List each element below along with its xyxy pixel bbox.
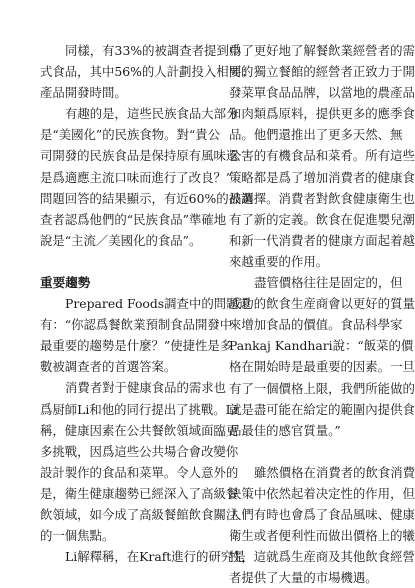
text-line: Prepared Foods調查中的問題還: [65, 296, 251, 312]
text-line: 者提供了大量的市場機遇。: [229, 570, 378, 586]
text-line: 有了新的定義。飲食在促進嬰兒潮: [229, 211, 415, 227]
text-line: 就是盡可能在給定的範圍內提供食: [229, 401, 415, 417]
text-line: Pankaj Kandhari說：“飯菜的價: [229, 338, 414, 354]
text-line: 消費者對于健康食品的需求也: [65, 380, 227, 396]
text-line: 設計製作的食品和菜單。令人意外的: [40, 464, 239, 480]
text-line: 司開發的民族食品是保持原有風味還: [40, 148, 239, 164]
text-line: 成功的飲食生産商會以更好的質量: [229, 296, 415, 312]
text-line: 要；獨立餐館的經營者正致力于開: [229, 64, 415, 80]
paragraph: [229, 272, 415, 441]
text-line: 策略都是爲了增加消費者的健康食: [229, 169, 415, 185]
text-line: Li解釋稱，在Kraft進行的研究是: [65, 549, 246, 565]
text-line: 格在開始時是最重要的因素。一旦: [229, 359, 415, 375]
paragraph: [40, 40, 254, 103]
paragraph: [40, 293, 251, 377]
spacer: [40, 251, 192, 272]
text-line: 有了一個價格上限，我們所能做的: [229, 380, 415, 396]
text-line: 來增加食品的價值。食品科學家: [229, 317, 403, 333]
text-line: 有趣的是，這些民族食品大部分: [65, 106, 239, 122]
paragraph: [40, 103, 254, 251]
text-line: 數被調查者的首選答案。: [40, 359, 177, 375]
text-line: 說是“主流／美國化的食品”。: [40, 232, 202, 248]
text-line: 問題回答的結果顯示，有近60%的被調: [40, 190, 254, 206]
text-line: 爲了更好地了解餐飲業經營者的需: [229, 43, 415, 58]
text-line: 同樣，有33%的被調查者提到中: [65, 43, 242, 58]
paragraph: [229, 40, 415, 272]
text-line: 品最佳的感官質量。”: [229, 422, 341, 438]
text-line: 的一個焦點。: [40, 528, 115, 544]
left-column: [40, 40, 254, 567]
right-column: [229, 40, 415, 588]
text-line: 雖然價格在消費者的飲食消費: [254, 464, 415, 480]
paragraph: [40, 377, 239, 546]
section-heading: 重要趨勢: [40, 274, 91, 290]
text-line: 來越重要的作用。: [229, 253, 329, 269]
text-line: 產品開發時間。: [40, 85, 127, 101]
text-line: 衛生或者便利性而做出價格上的犧: [229, 528, 415, 544]
text-line: 稱，健康因素在公共餐飲領域面臨更: [40, 422, 239, 438]
text-line: 飲領域，如今成了高級餐館飲食關注: [40, 506, 239, 522]
text-line: 和肉類爲原料，提供更多的應季食: [229, 106, 415, 122]
text-line: 多挑戰，因爲這些公共場合會改變你: [40, 443, 239, 459]
text-line: 品選擇。消費者對飲食健康衛生也: [229, 190, 415, 206]
text-line: 公害的有機食品和菜肴。所有這些: [229, 148, 415, 164]
text-line: 是“美國化”的民族食物。對“貴公: [40, 127, 221, 143]
text-line: 式食品，其中56%的人計劃投入相同的: [40, 64, 254, 80]
text-line: 人們有時也會爲了食品風味、健康: [229, 506, 415, 522]
text-line: 是爲適應主流口味而進行了改良？”: [40, 169, 233, 185]
text-line: 查者認爲他們的“民族食品”準確地: [40, 211, 227, 227]
paragraph: [229, 462, 415, 588]
text-line: 爲厨師Li和他的同行提出了挑戰。Li: [40, 401, 238, 417]
spacer: [229, 441, 381, 462]
paragraph: [40, 546, 246, 567]
text-line: 品。他們還推出了更多天然、無: [229, 127, 403, 143]
text-line: 最重要的趨勢是什麼？”使捷性是多: [40, 338, 233, 354]
text-line: 決策中依然起着决定性的作用，但: [229, 485, 415, 501]
text-line: 有：“你認爲餐飲業預制食品開發中: [40, 317, 233, 333]
text-line: 盡管價格往往是固定的，但: [254, 275, 403, 291]
text-line: 是，衛生健康趨勢已經深入了高級餐: [40, 485, 239, 501]
text-line: 和新一代消費者的健康方面起着越: [229, 232, 415, 248]
text-line: 發菜單食品品牌，以當地的農產品: [229, 85, 415, 101]
text-line: 牲，這就爲生産商及其他飲食經營: [229, 549, 415, 565]
